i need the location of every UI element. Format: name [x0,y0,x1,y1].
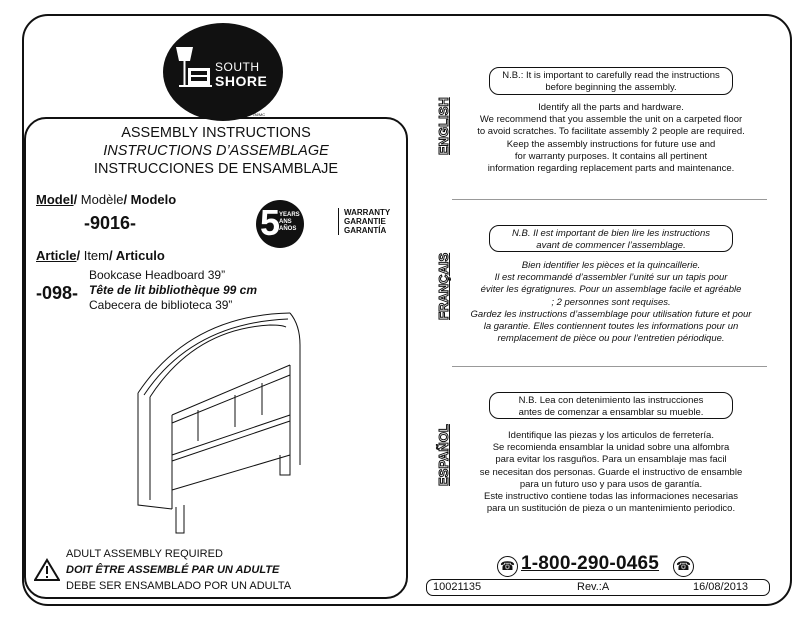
model-label-fr: Modèle [80,192,124,207]
adult-assembly-es: DEBE SER ENSAMBLADO POR UN ADULTA [66,580,292,592]
trademark-note: TM/MC [252,112,266,117]
product-name-es: Cabecera de biblioteca 39” [89,298,233,312]
document-code: 10021135 [433,581,482,593]
adult-assembly-fr: DOIT ÊTRE ASSEMBLÉ PAR UN ADULTE [66,564,280,576]
instructions-english: Identify all the parts and hardware. We recommend that you assemble the unit on a carpeted floor to avoid scratches. To facilitate assembly 2 people are required. Keep the assembly instructions for future use and for warranty purposes. It contains all pertinent information regarding replacement parts and maintenance. [477,102,745,175]
warranty-text: WARRANTY GARANTIE GARANTÍA [338,208,390,235]
headboard-illustration [130,305,310,545]
phone-number[interactable]: 1-800-290-0465 [521,553,660,574]
section-divider [452,366,767,367]
note-box-spanish: N.B. Lea con detenimiento las instrucciones antes de comenzar a ensamblar su mueble. [489,392,733,419]
title-spanish: INSTRUCCIONES DE ENSAMBLAJE [93,161,339,177]
instructions-spanish: Identifique las piezas y los articulos de ferretería. Se recomienda ensamblar la unidad sobre una alfombra para evitar los rasguños. Para un ensamblaje mas facil se necesitan dos personas. Guarde el instructivo de ensamble para un futuro uso y para usos de garantía. Este instructivo contiene todas las informaciones necesarias para un sustitución de pieza o un mantenimiento periodico. [479,430,743,515]
document-date: 16/08/2013 [693,581,749,593]
revision: Rev.:A [577,581,610,593]
product-name-en: Bookcase Headboard 39” [89,268,226,282]
language-label-french: FRANÇAIS [436,252,451,320]
article-label-fr: Item [83,248,109,263]
article-label-es: Articulo [115,248,165,263]
model-label-es: Modelo [130,192,177,207]
model-label: Model/ Modèle/ Modelo [36,192,177,207]
phone-icon: ☎ [673,556,694,577]
note-box-french: N.B. Il est important de bien lire les instructions avant de commencer l’assemblage. [489,225,733,252]
title-french: INSTRUCTIONS D’ASSEMBLAGE [103,143,329,159]
adult-assembly-en: ADULT ASSEMBLY REQUIRED [66,548,223,560]
warranty-years-number: 5 [260,202,281,243]
title-english: ASSEMBLY INSTRUCTIONS [121,125,311,141]
phone-icon: ☎ [497,556,518,577]
logo-text-south: SOUTH [215,60,260,74]
product-name-fr: Tête de lit bibliothèque 99 cm [89,283,258,297]
article-label-en: Article [36,248,77,263]
footer-bar [426,579,770,596]
warning-icon [34,558,60,582]
article-number: -098- [36,283,79,303]
warranty-years-label: YEARS ANS AÑOS [279,212,300,232]
article-label: Article/ Item/ Articulo [36,248,165,263]
logo-text-shore: SHORE [215,73,268,89]
model-number: -9016- [84,213,137,233]
language-label-english: ENGLISH [436,97,451,155]
south-shore-logo [163,23,283,121]
language-label-spanish: ESPAÑOL [436,424,451,486]
model-label-en: Model [36,192,74,207]
instructions-french: Bien identifier les pièces et la quincaillerie. Il est recommandé d’assembler l’unité sur un tapis pour éviter les égratignures. Pour un assemblage facile et agréable ; 2 personnes sont requises. Gardez les instructions d’assemblage pour utilisation future et pour la garantie. Elles contiennent toutes les informations pour un remplacement de pièce ou pour l’entretien périodique. [470,260,752,345]
section-divider [452,199,767,200]
warranty-badge [256,200,304,248]
note-box-english: N.B.: It is important to carefully read the instructions before beginning the assembly. [489,67,733,95]
